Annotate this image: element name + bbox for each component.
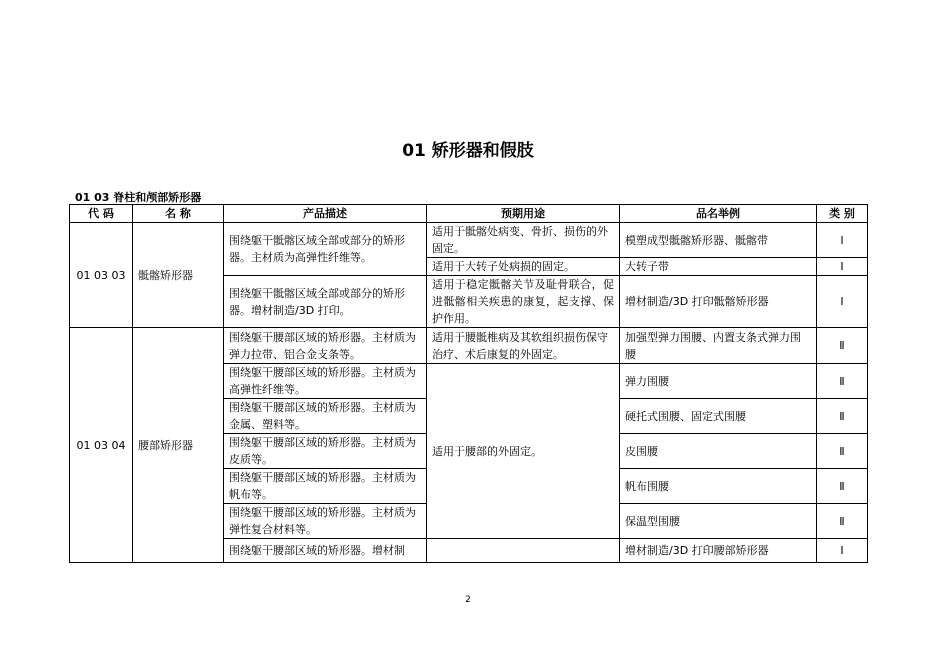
catalog-table: [69, 204, 868, 563]
code-cell: 01 03 04: [70, 328, 133, 563]
class-cell: Ⅱ: [817, 328, 868, 364]
description-cell: 围绕躯干骶髂区域全部或部分的矫形器。增材制造/3D 打印。: [224, 276, 427, 328]
header-intended-use: 预期用途: [427, 205, 620, 223]
use-cell: 适用于骶髂处病变、骨折、损伤的外固定。: [427, 223, 620, 258]
description-cell: 围绕躯干腰部区域的矫形器。主材质为皮质等。: [224, 434, 427, 469]
example-cell: 皮围腰: [620, 434, 817, 469]
description-cell: 围绕躯干骶髂区域全部或部分的矫形器。主材质为高弹性纤维等。: [224, 223, 427, 276]
description-cell: 围绕躯干腰部区域的矫形器。主材质为高弹性纤维等。: [224, 364, 427, 399]
code-cell: 01 03 03: [70, 223, 133, 328]
description-cell: 围绕躯干腰部区域的矫形器。主材质为弹性复合材料等。: [224, 504, 427, 539]
description-cell: 围绕躯干腰部区域的矫形器。主材质为帆布等。: [224, 469, 427, 504]
example-cell: 大转子带: [620, 258, 817, 276]
class-cell: Ⅱ: [817, 434, 868, 469]
class-cell: Ⅱ: [817, 469, 868, 504]
class-cell: Ⅱ: [817, 504, 868, 539]
class-cell: Ⅱ: [817, 399, 868, 434]
table-row: [70, 223, 868, 258]
example-cell: 模塑成型骶髂矫形器、骶髂带: [620, 223, 817, 258]
use-cell: 适用于腰部的外固定。: [427, 364, 620, 539]
name-cell: 腰部矫形器: [133, 328, 224, 563]
class-cell: Ⅰ: [817, 223, 868, 258]
example-cell: 弹力围腰: [620, 364, 817, 399]
name-cell: 骶髂矫形器: [133, 223, 224, 328]
example-cell: 增材制造/3D 打印腰部矫形器: [620, 539, 817, 563]
use-cell: 适用于大转子处病损的固定。: [427, 258, 620, 276]
example-cell: 增材制造/3D 打印骶髂矫形器: [620, 276, 817, 328]
description-cell: 围绕躯干腰部区域的矫形器。主材质为金属、塑料等。: [224, 399, 427, 434]
example-cell: 帆布围腰: [620, 469, 817, 504]
example-cell: 硬托式围腰、固定式围腰: [620, 399, 817, 434]
example-cell: 保温型围腰: [620, 504, 817, 539]
class-cell: Ⅰ: [817, 258, 868, 276]
table-row: [70, 328, 868, 364]
description-cell: 围绕躯干腰部区域的矫形器。主材质为弹力拉带、铝合金支条等。: [224, 328, 427, 364]
page-title: 01 矫形器和假肢: [402, 141, 534, 161]
header-name: 名 称: [133, 205, 224, 223]
section-heading: 01 03 脊柱和颅部矫形器: [75, 191, 202, 204]
header-class: 类 别: [817, 205, 868, 223]
header-row: [70, 205, 868, 223]
header-example: 品名举例: [620, 205, 817, 223]
page-number: 2: [465, 595, 471, 605]
use-cell: 适用于腰骶椎病及其软组织损伤保守治疗、术后康复的外固定。: [427, 328, 620, 364]
header-code: 代 码: [70, 205, 133, 223]
class-cell: Ⅰ: [817, 276, 868, 328]
use-cell: [427, 539, 620, 563]
description-cell: 围绕躯干腰部区域的矫形器。增材制: [224, 539, 427, 563]
header-description: 产品描述: [224, 205, 427, 223]
example-cell: 加强型弹力围腰、内置支条式弹力围腰: [620, 328, 817, 364]
class-cell: Ⅰ: [817, 539, 868, 563]
class-cell: Ⅱ: [817, 364, 868, 399]
use-cell: 适用于稳定骶髂关节及耻骨联合，促进骶髂相关疾患的康复，起支撑、保护作用。: [427, 276, 620, 328]
